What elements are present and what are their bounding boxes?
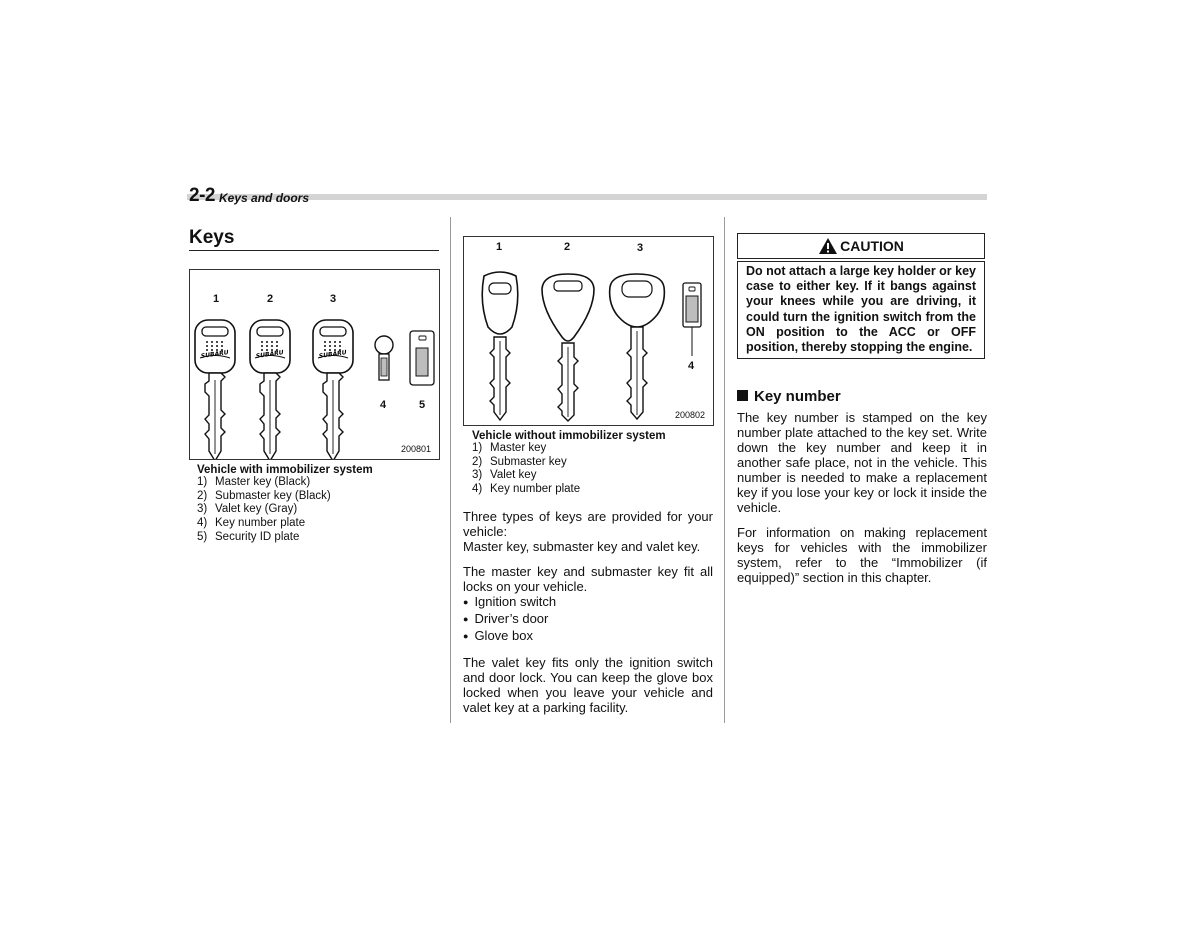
callout-1: 1	[213, 293, 220, 305]
caption-list	[472, 442, 712, 497]
list-item: ● Glove box	[463, 628, 713, 645]
callout-2: 2	[564, 241, 571, 253]
list-item: 4) Key number plate	[472, 483, 581, 496]
list-item: 2) Submaster key (Black)	[197, 489, 331, 502]
caption-list	[197, 476, 437, 545]
callout-1: 1	[496, 241, 503, 253]
callout-5: 5	[419, 399, 426, 411]
column-divider-left	[450, 217, 451, 723]
warning-triangle-icon	[818, 237, 838, 255]
list-item: 3) Valet key	[472, 469, 537, 482]
list-item: 2) Submaster key	[472, 455, 567, 468]
standard-keys-illustration	[464, 237, 713, 425]
paragraph-valet-key: The valet key fits only the ignition switch and door lock. You can keep the glove box locked when you leave your vehicle and valet key at a parking facility.	[463, 655, 713, 715]
list-item: 4) Key number plate	[197, 517, 306, 530]
square-bullet-icon	[737, 390, 748, 401]
caution-title: CAUTION	[840, 238, 904, 254]
callout-4: 4	[380, 399, 387, 411]
immobilizer-keys-illustration	[190, 270, 439, 459]
key-brand-logo-1: SUBARU	[200, 349, 230, 360]
lock-list	[463, 594, 713, 645]
callout-2: 2	[267, 293, 274, 305]
key-number-heading: Key number	[737, 388, 841, 405]
caption-immobilizer	[197, 464, 437, 545]
list-item: 5) Security ID plate	[197, 530, 300, 543]
list-item: 1) Master key	[472, 442, 547, 454]
key-brand-logo-3: SUBARU	[318, 349, 348, 360]
callout-3: 3	[330, 293, 337, 305]
list-item: ● Driver’s door	[463, 611, 713, 628]
callout-4: 4	[688, 360, 695, 372]
caution-header	[737, 233, 985, 259]
paragraph-master-fit: The master key and submaster key fit all locks on your vehicle.	[463, 564, 713, 594]
column-divider-right	[724, 217, 725, 723]
key-brand-logo-2: SUBARU	[255, 349, 285, 360]
paragraph-key-number: The key number is stamped on the key number plate attached to the key set. Write down the key number and keep it in another safe place, not in the vehicle. This number is needed to make a replacement key if you lose your key or lock it inside the vehicle.	[737, 410, 987, 515]
figure-immobilizer-keys	[189, 269, 440, 460]
paragraph-key-types: Three types of keys are provided for your vehicle:	[463, 509, 713, 539]
caption-no-immobilizer	[472, 430, 712, 497]
caption-title: Vehicle with immobilizer system	[197, 464, 373, 476]
keys-body-text	[463, 509, 713, 725]
callout-3: 3	[637, 242, 644, 254]
list-item: 3) Valet key (Gray)	[197, 503, 298, 516]
figure-standard-keys	[463, 236, 714, 426]
caption-title: Vehicle without immobilizer system	[472, 430, 666, 442]
figure-id: 200802	[674, 410, 705, 420]
section-title: Keys and doors	[219, 191, 310, 205]
keys-heading: Keys	[189, 227, 235, 248]
page-number: 2-2	[189, 185, 215, 206]
list-item: 1) Master key (Black)	[197, 476, 311, 488]
caution-text: Do not attach a large key holder or key case to either key. If it bangs against your knees while you are driving, it could turn the ignition switch from the ON position to the ACC or OFF position, thereby stopping the engine.	[737, 261, 985, 359]
list-item: ● Ignition switch	[463, 594, 713, 611]
figure-id: 200801	[400, 444, 431, 454]
keys-heading-rule	[189, 250, 439, 251]
paragraph-key-list: Master key, submaster key and valet key.	[463, 539, 701, 554]
paragraph-replacement: For information on making replacement keys for vehicles with the immobilizer system, refer to the “Immobilizer (if equipped)” section in this chapter.	[737, 525, 987, 585]
key-number-body	[737, 410, 987, 595]
